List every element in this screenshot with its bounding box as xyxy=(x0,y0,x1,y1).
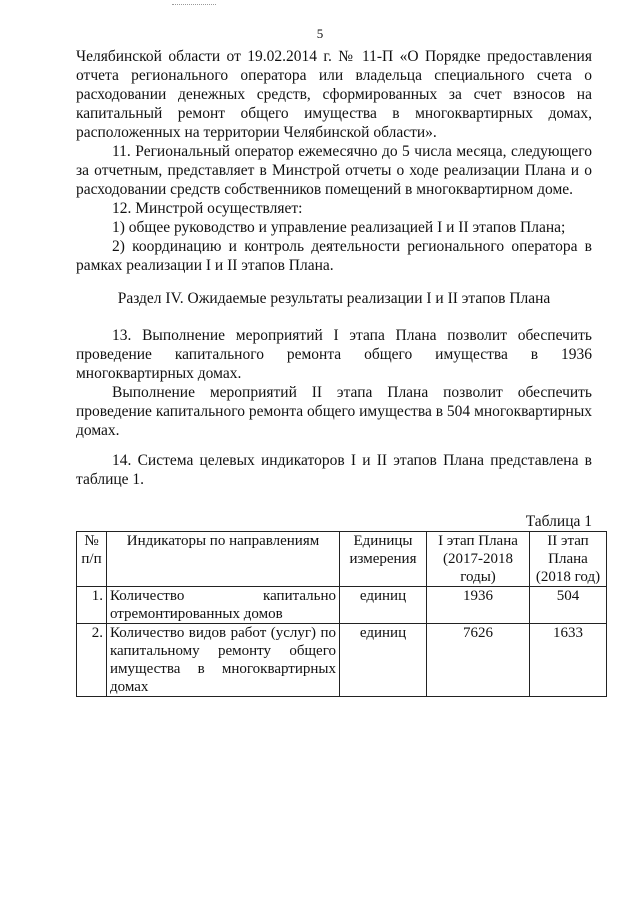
page-number: 5 xyxy=(316,26,324,41)
header-indicator: Индикаторы по направлениям xyxy=(107,532,340,587)
document-body xyxy=(76,47,601,697)
row-stage-2-value: 1633 xyxy=(530,624,607,697)
paragraph-11: 11. Региональный оператор ежемесячно до 5 числа месяца, следующего за отчетным, представляет в Минстрой отчеты о ходе реализации Плана и о расходовании средств собственников помещений в многоквартирном доме. xyxy=(76,143,592,198)
paragraph-12-item-2: 2) координацию и контроль деятельности регионального оператора в рамках реализации I и II этапов Плана. xyxy=(76,238,592,274)
row-stage-2-value: 504 xyxy=(530,587,607,624)
row-unit: единиц xyxy=(340,587,427,624)
row-stage-1-value: 7626 xyxy=(427,624,530,697)
scan-artifact xyxy=(172,4,216,8)
header-num: № п/п xyxy=(77,532,107,587)
paragraph-13-stage-2: Выполнение мероприятий II этапа Плана позволит обеспечить проведение капитального ремонта общего имущества в 504 многоквартирных домах. xyxy=(76,384,592,439)
paragraph-13: 13. Выполнение мероприятий I этапа Плана позволит обеспечить проведение капитального ремонта общего имущества в 1936 многоквартирных домах. xyxy=(76,327,592,382)
row-number: 1. xyxy=(77,587,107,624)
indicators-table xyxy=(76,531,607,697)
table-header-row xyxy=(77,532,607,587)
paragraph-14: 14. Система целевых индикаторов I и II этапов Плана представлена в таблице 1. xyxy=(76,452,592,488)
row-number: 2. xyxy=(77,624,107,697)
row-unit: единиц xyxy=(340,624,427,697)
header-unit: Единицы измерения xyxy=(340,532,427,587)
row-stage-1-value: 1936 xyxy=(427,587,530,624)
section-heading: Раздел IV. Ожидаемые результаты реализации I и II этапов Плана xyxy=(117,290,551,307)
paragraph-order-reference: Челябинской области от 19.02.2014 г. № 11-П «О Порядке предоставления отчета регионального оператора или владельца специального счета о расходовании денежных средств, сформированных за счет взносов на капитальный ремонт общего имущества в многоквартирных домах, расположенных на территории Челябинской области». xyxy=(76,48,592,141)
paragraph-12-item-1: 1) общее руководство и управление реализацией I и II этапов Плана; xyxy=(112,219,566,236)
table-caption: Таблица 1 xyxy=(525,513,592,530)
row-indicator: Количество видов работ (услуг) по капитальному ремонту общего имущества в многоквартирных домах xyxy=(107,624,340,697)
table-row xyxy=(77,624,607,697)
header-stage-1: I этап Плана (2017-2018 годы) xyxy=(427,532,530,587)
row-indicator: Количество капитально отремонтированных домов xyxy=(107,587,340,624)
header-stage-2: II этап Плана (2018 год) xyxy=(530,532,607,587)
paragraph-12: 12. Минстрой осуществляет: xyxy=(112,200,303,217)
table-row xyxy=(77,587,607,624)
